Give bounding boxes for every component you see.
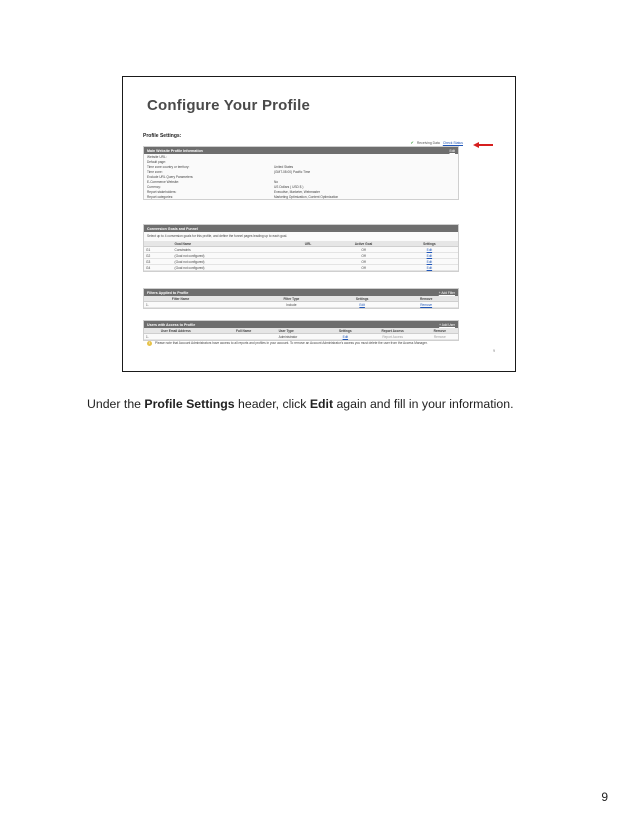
table-cell: [170, 302, 253, 308]
table-row: [144, 302, 458, 308]
profile-info-row: [144, 184, 458, 189]
table-cell: 1.: [144, 302, 170, 308]
edit-link[interactable]: Edit: [401, 253, 458, 259]
table-cell: Off: [326, 265, 400, 271]
profile-info-row: [144, 194, 458, 199]
caption-bold-profile-settings: Profile Settings: [144, 397, 235, 411]
profile-info-key: Report categories:: [147, 194, 174, 199]
table-cell: (Goal not configured): [173, 259, 290, 265]
profile-info-value: Marketing Optimization, Content Optimization: [274, 194, 339, 199]
profile-info-row: [144, 169, 458, 174]
footnote-text: Please note that Account Administrators have access to all reports and profiles in your account. To remove an Account Administrator's access you must delete the user from the Access Manager.: [155, 341, 428, 345]
table-cell: [290, 265, 326, 271]
goals-panel: [143, 224, 459, 272]
table-cell: (Goal not configured): [173, 265, 290, 271]
filters-table: [144, 296, 458, 308]
edit-link[interactable]: Edit: [401, 265, 458, 271]
profile-info-value: Executive, Marketer, Webmaster: [274, 189, 320, 194]
inner-page-number: 9: [493, 349, 495, 353]
goals-column-header: Active Goal: [326, 241, 400, 247]
users-panel: [143, 320, 459, 341]
table-cell: [234, 334, 277, 340]
filters-column-header: Remove: [394, 296, 458, 302]
table-row: [144, 265, 458, 271]
edit-link[interactable]: Edit: [401, 247, 458, 253]
profile-info-key: Currency:: [147, 184, 161, 189]
main-profile-rows: [144, 154, 458, 199]
table-cell: [159, 334, 234, 340]
table-cell: (Goal not configured): [173, 253, 290, 259]
edit-profile-link[interactable]: Edit: [449, 148, 455, 153]
table-cell: Administrator: [277, 334, 327, 340]
filters-column-header: Filter Name: [170, 296, 253, 302]
remove-link[interactable]: Remove: [422, 334, 458, 340]
main-profile-panel: [143, 146, 459, 200]
check-status-link[interactable]: Check Status: [442, 140, 463, 145]
edit-link[interactable]: Edit: [327, 334, 364, 340]
users-column-header: Settings: [327, 328, 364, 334]
users-column-header: Full Name: [234, 328, 277, 334]
users-column-header: Remove: [422, 328, 458, 334]
goals-column-header: Goal Name: [173, 241, 290, 247]
table-cell: G2: [144, 253, 173, 259]
remove-link[interactable]: Remove: [394, 302, 458, 308]
users-column-header: User Type: [277, 328, 327, 334]
table-cell: Off: [326, 247, 400, 253]
table-cell: Include: [253, 302, 330, 308]
caption-bold-edit: Edit: [309, 397, 334, 411]
table-row: [144, 334, 458, 340]
profile-info-key: E-Commerce Website:: [147, 179, 180, 184]
checkmark-icon: ✔: [410, 140, 414, 145]
profile-info-row: [144, 179, 458, 184]
slide-frame: [122, 76, 516, 372]
profile-info-key: Website URL:: [147, 154, 167, 159]
goals-table: [144, 241, 458, 271]
slide-title: Configure Your Profile: [147, 97, 311, 114]
profile-info-key: Exclude URL Query Parameters:: [147, 174, 194, 179]
profile-info-key: Time zone:: [147, 169, 163, 174]
filters-column-header: Filter Type: [253, 296, 330, 302]
add-filter-link[interactable]: + Add Filter: [438, 290, 455, 295]
edit-link[interactable]: Edit: [330, 302, 394, 308]
goals-note: Select up to 4 conversion goals for this profile, and define the funnel pages leading up to each goal.: [147, 234, 288, 238]
profile-info-row: [144, 189, 458, 194]
edit-link[interactable]: Edit: [401, 259, 458, 265]
report-access-link[interactable]: Report Access: [364, 334, 422, 340]
access-footnote: [147, 341, 447, 346]
instruction-caption: [87, 397, 514, 411]
info-icon: i: [147, 341, 152, 346]
profile-info-key: Report stakeholders:: [147, 189, 177, 194]
red-arrow-icon: [473, 142, 493, 148]
users-panel-header: [144, 321, 458, 328]
users-column-header: Report Access: [364, 328, 422, 334]
page-number: 9: [601, 790, 608, 804]
profile-info-value: No: [274, 179, 279, 184]
table-cell: 1.: [144, 334, 159, 340]
data-status: [410, 140, 463, 145]
filters-panel: [143, 288, 459, 309]
profile-info-row: [144, 164, 458, 169]
goals-column-header: URL: [290, 241, 326, 247]
main-profile-panel-title: Main Website Profile Information: [147, 148, 203, 153]
users-panel-title: Users with Access to Profile: [147, 322, 196, 327]
filters-column-header: Settings: [330, 296, 394, 302]
goals-column-header: Settings: [401, 241, 458, 247]
main-profile-panel-header: [144, 147, 458, 154]
status-text: Receiving Data: [416, 140, 440, 145]
screenshot-area: [141, 129, 503, 361]
add-user-link[interactable]: + Add User: [439, 322, 455, 327]
filters-panel-title: Filters Applied to Profile: [147, 290, 189, 295]
table-cell: G4: [144, 265, 173, 271]
profile-info-key: Default page:: [147, 159, 166, 164]
profile-info-value: (GMT-08:00) Pacific Time: [274, 169, 311, 174]
table-cell: G1: [144, 247, 173, 253]
caption-text-1: Under the: [87, 397, 145, 411]
table-cell: Off: [326, 259, 400, 265]
users-column-header: User Email Address: [159, 328, 234, 334]
table-cell: Off: [326, 253, 400, 259]
filters-panel-header: [144, 289, 458, 296]
table-cell: G3: [144, 259, 173, 265]
goals-panel-title: Conversion Goals and Funnel: [147, 226, 198, 231]
profile-info-key: Time zone country or territory:: [147, 164, 190, 169]
profile-settings-heading: Profile Settings:: [143, 133, 182, 139]
table-cell: Constraints: [173, 247, 290, 253]
profile-info-value: United States: [274, 164, 294, 169]
profile-info-value: US Dollars ( USD $ ): [274, 184, 304, 189]
users-table: [144, 328, 458, 340]
goals-panel-header: [144, 225, 458, 232]
caption-text-2: header, click: [234, 397, 310, 411]
caption-text-3: again and fill in your information.: [333, 397, 514, 411]
